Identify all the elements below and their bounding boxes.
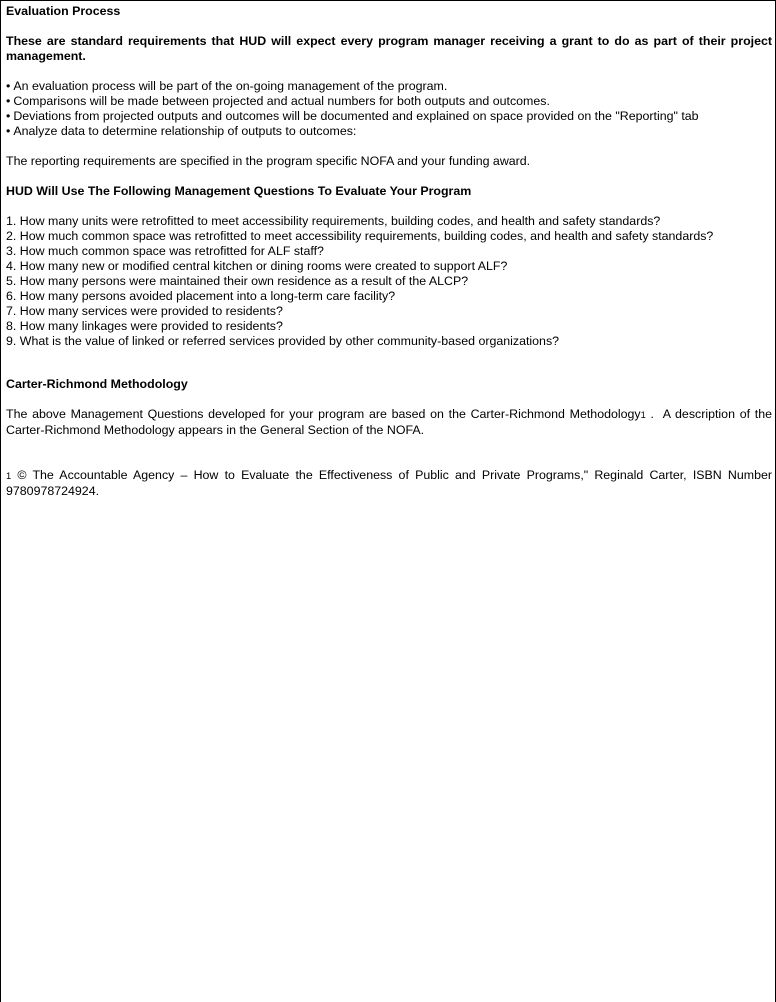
- reporting-note: The reporting requirements are specified in the program specific NOFA and your funding award.: [6, 154, 531, 168]
- management-questions-heading: HUD Will Use The Following Management Questions To Evaluate Your Program: [6, 184, 472, 198]
- bullet-item: [6, 79, 772, 94]
- bullet-list: [6, 79, 772, 139]
- question-item: 5. How many persons were maintained their own residence as a result of the ALCP?: [6, 274, 469, 288]
- bullet-icon: •: [6, 109, 11, 123]
- bullet-text: An evaluation process will be part of the on-going management of the program.: [13, 79, 448, 93]
- page-title: Evaluation Process: [6, 4, 121, 18]
- methodology-text-after: . A description of the Carter-Richmond Methodology appears in the General Section of the NOFA.: [6, 407, 776, 437]
- bullet-item: [6, 124, 772, 139]
- question-item: 7. How many services were provided to residents?: [6, 304, 283, 318]
- question-item: 6. How many persons avoided placement into a long-term care facility?: [6, 289, 396, 303]
- bullet-text: Comparisons will be made between projected and actual numbers for both outputs and outcomes.: [13, 94, 550, 108]
- footnote-marker: 1: [6, 471, 12, 481]
- bullet-item: [6, 109, 772, 124]
- question-item: 4. How many new or modified central kitchen or dining rooms were created to support ALF?: [6, 259, 508, 273]
- bullet-text: Analyze data to determine relationship of outputs to outcomes:: [13, 124, 357, 138]
- intro-paragraph: These are standard requirements that HUD will expect every program manager receiving a grant to do as part of their project management.: [6, 34, 772, 63]
- methodology-paragraph: [6, 407, 776, 438]
- bullet-icon: •: [6, 79, 11, 93]
- question-item: 3. How much common space was retrofitted for ALF staff?: [6, 244, 324, 258]
- document-content: [1, 1, 775, 499]
- footnote: [6, 468, 776, 499]
- footnote-text: © The Accountable Agency – How to Evaluate the Effectiveness of Public and Private Programs," Reginald Carter, ISBN Number 9780978724924.: [6, 468, 776, 498]
- footnote-reference-marker: 1: [640, 410, 646, 420]
- question-item: 8. How many linkages were provided to residents?: [6, 319, 283, 333]
- methodology-text-before: The above Management Questions developed for your program are based on the Carter-Richmond Methodology: [6, 407, 641, 421]
- question-item: 2. How much common space was retrofitted to meet accessibility requirements, building codes, and health and safety standards?: [6, 229, 714, 243]
- methodology-heading: Carter-Richmond Methodology: [6, 377, 188, 391]
- question-list: [6, 214, 772, 349]
- question-item: 9. What is the value of linked or referred services provided by other community-based organizations?: [6, 334, 560, 348]
- bullet-text: Deviations from projected outputs and outcomes will be documented and explained on space provided on the "Reporting" tab: [13, 109, 699, 123]
- bullet-icon: •: [6, 94, 11, 108]
- bullet-icon: •: [6, 124, 11, 138]
- bullet-item: [6, 94, 772, 109]
- question-item: 1. How many units were retrofitted to meet accessibility requirements, building codes, and health and safety standards?: [6, 214, 661, 228]
